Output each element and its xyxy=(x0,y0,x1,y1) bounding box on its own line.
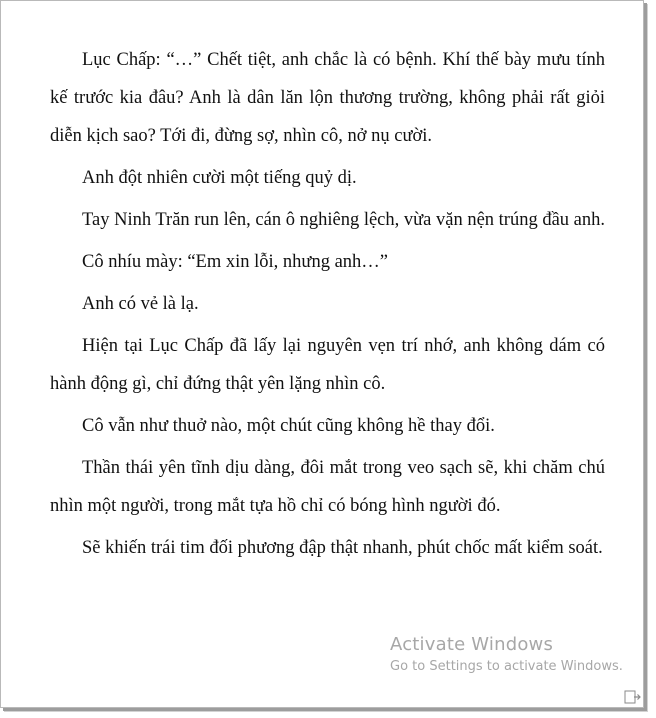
paragraph-1: Lục Chấp: “…” Chết tiệt, anh chắc là có bệnh. Khí thế bày mưu tính kế trước kia đâu? Anh là dân lăn lộn thương trường, không phải rất giỏi diễn kịch sao? Tới đi, đừng sợ, nhìn cô, nở nụ cười. xyxy=(50,50,605,146)
page-forward-icon[interactable] xyxy=(624,690,642,704)
paragraph-2: Anh đột nhiên cười một tiếng quỷ dị. xyxy=(82,168,357,188)
paragraph-6: Hiện tại Lục Chấp đã lấy lại nguyên vẹn trí nhớ, anh không dám có hành động gì, chỉ đứng thật yên lặng nhìn cô. xyxy=(50,336,605,394)
paragraph-7: Cô vẫn như thuở nào, một chút cũng không hề thay đổi. xyxy=(82,416,495,436)
paragraph-4: Cô nhíu mày: “Em xin lỗi, nhưng anh…” xyxy=(82,252,388,272)
paragraph-8: Thần thái yên tĩnh dịu dàng, đôi mắt trong veo sạch sẽ, khi chăm chú nhìn một người, trong mắt tựa hồ chỉ có bóng hình người đó. xyxy=(50,458,605,516)
paragraph-3: Tay Ninh Trăn run lên, cán ô nghiêng lệch, vừa vặn nện trúng đầu anh. xyxy=(82,210,606,230)
activate-windows-watermark xyxy=(390,632,623,676)
watermark-title: Activate Windows xyxy=(390,634,554,655)
watermark-subtitle: Go to Settings to activate Windows. xyxy=(390,659,623,674)
paragraph-5: Anh có vẻ là lạ. xyxy=(82,294,199,314)
paragraph-9: Sẽ khiến trái tim đối phương đập thật nhanh, phút chốc mất kiểm soát. xyxy=(82,538,603,558)
document-body xyxy=(50,41,605,571)
